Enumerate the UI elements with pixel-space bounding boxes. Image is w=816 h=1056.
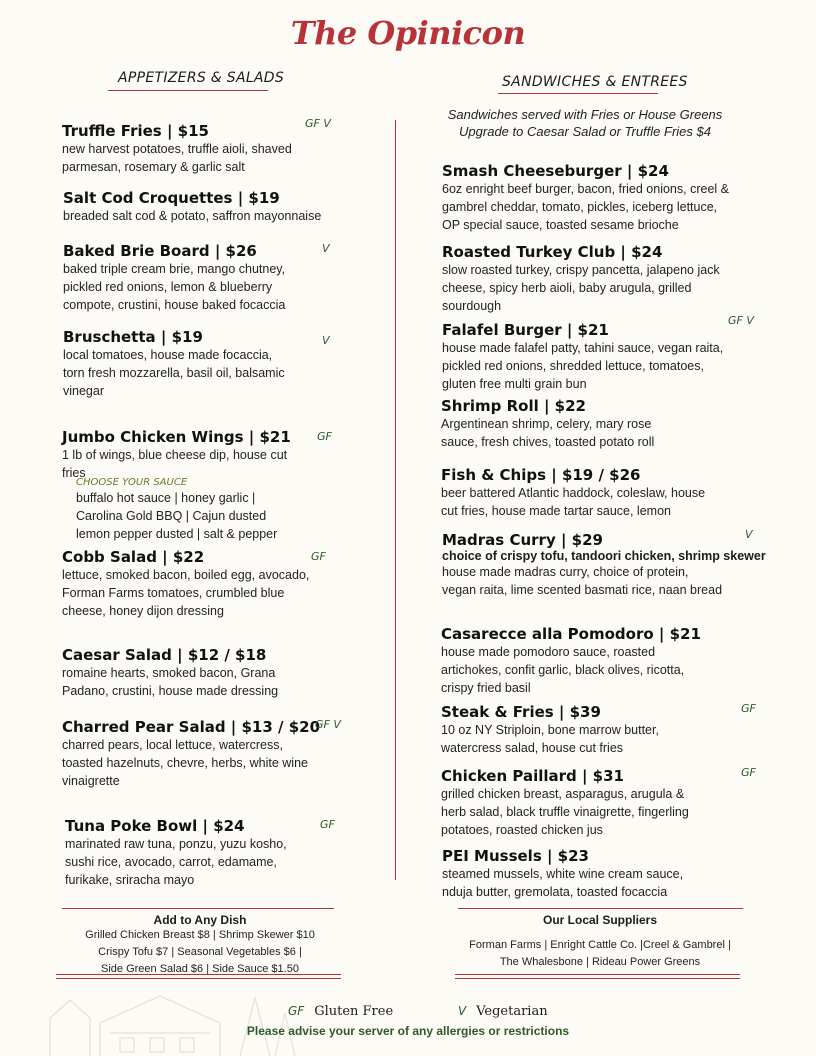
box-bottom-rule (455, 974, 740, 979)
allergy-notice: Please advise your server of any allergies or restrictions (246, 1024, 570, 1038)
menu-item (65, 817, 395, 889)
sauce-options: buffalo hot sauce | honey garlic | Carolina Gold BBQ | Cajun dusted lemon pepper dusted | salt & pepper (76, 491, 278, 541)
menu-item (63, 328, 393, 400)
item-description: Argentinean shrimp, celery, mary rose sauce, fresh chives, toasted potato roll (441, 417, 655, 449)
item-description: 6oz enright beef burger, bacon, fried onions, creel & gambrel cheddar, tomato, pickles, iceberg lettuce, OP special sauce, toasted sesame brioche (442, 182, 729, 232)
menu-item (63, 189, 393, 225)
item-description: new harvest potatoes, truffle aioli, shaved parmesan, rosemary & garlic salt (62, 142, 292, 174)
menu-item (441, 767, 781, 839)
sandwich-note: Sandwiches served with Fries or House Greens Upgrade to Caesar Salad or Truffle Fries $4 (447, 107, 723, 139)
item-description: 1 lb of wings, blue cheese dip, house cut fries (62, 448, 288, 480)
item-name: Fish & Chips | $19 / $26 (441, 466, 641, 484)
section-underline (108, 90, 268, 91)
section-title-entrees: SANDWICHES & ENTREES (502, 74, 688, 90)
item-description: romaine hearts, smoked bacon, Grana Padano, crustini, house made dressing (62, 666, 279, 698)
diet-tags: GF V (728, 314, 754, 327)
item-name: Madras Curry | $29 (442, 531, 603, 549)
suppliers-title: Our Local Suppliers (542, 913, 658, 927)
legend-vegetarian: V Vegetarian (458, 1004, 548, 1019)
item-name: Tuna Poke Bowl | $24 (65, 817, 245, 835)
logo: The Opinicon (290, 14, 526, 52)
item-name: Shrimp Roll | $22 (441, 397, 586, 415)
diet-tags: GF (741, 702, 756, 715)
item-description: baked triple cream brie, mango chutney, pickled red onions, lemon & blueberry compote, crustini, house baked focaccia (63, 262, 286, 312)
item-protein-choice: choice of crispy tofu, tandoori chicken, shrimp skewer (442, 549, 766, 563)
item-description: charred pears, local lettuce, watercress, toasted hazelnuts, chevre, herbs, white wine vinaigrette (62, 738, 308, 788)
item-description: house made pomodoro sauce, roasted artichokes, confit garlic, black olives, ricotta, crispy fried basil (441, 645, 685, 695)
diet-tags: GF V (305, 117, 331, 130)
add-ons-box (55, 913, 345, 978)
item-name: Chicken Paillard | $31 (441, 767, 624, 785)
menu-item (442, 321, 782, 393)
item-name: Steak & Fries | $39 (441, 703, 601, 721)
section-underline (498, 93, 658, 94)
menu-item (442, 531, 792, 599)
item-name: PEI Mussels | $23 (442, 847, 589, 865)
item-name: Baked Brie Board | $26 (63, 242, 257, 260)
item-description: steamed mussels, white wine cream sauce, nduja butter, gremolata, toasted focaccia (442, 867, 684, 899)
item-description: breaded salt cod & potato, saffron mayonnaise (63, 209, 322, 223)
suppliers-list: Forman Farms | Enright Cattle Co. |Creel & Gambrel | The Whalesbone | Rideau Power Greens (469, 939, 731, 968)
menu-item (441, 397, 781, 451)
item-description: grilled chicken breast, asparagus, arugula & herb salad, black truffle vinaigrette, fingerling potatoes, roasted chicken jus (441, 787, 689, 837)
menu-item (442, 243, 782, 315)
sauce-choice-label: CHOOSE YOUR SAUCE (76, 477, 188, 488)
item-description: lettuce, smoked bacon, boiled egg, avocado, Forman Farms tomatoes, crumbled blue cheese, honey dijon dressing (62, 568, 310, 618)
menu-item (441, 466, 781, 520)
column-divider (395, 120, 396, 880)
diet-tags: GF (311, 550, 326, 563)
box-top-rule (62, 908, 334, 909)
item-description: 10 oz NY Striploin, bone marrow butter, watercress salad, house cut fries (441, 723, 659, 755)
diet-tags: GF V (315, 718, 341, 731)
item-name: Cobb Salad | $22 (62, 548, 205, 566)
menu-item (441, 625, 781, 697)
menu-item (62, 718, 392, 790)
legend-gluten-free: GF Gluten Free (288, 1004, 394, 1019)
suppliers-box (440, 913, 760, 971)
diet-tags: V (745, 528, 753, 541)
add-ons-list: Grilled Chicken Breast $8 | Shrimp Skewer $10 Crispy Tofu $7 | Seasonal Vegetables $6 | Side Green Salad $6 | Side Sauce $1.50 (85, 929, 315, 975)
diet-tags: V (322, 242, 330, 255)
v-mark: V (458, 1004, 467, 1018)
item-name: Roasted Turkey Club | $24 (442, 243, 663, 261)
item-name: Jumbo Chicken Wings | $21 (62, 428, 291, 446)
item-name: Salt Cod Croquettes | $19 (63, 189, 280, 207)
menu-item (62, 548, 392, 620)
item-description: marinated raw tuna, ponzu, yuzu kosho, sushi rice, avocado, carrot, edamame, furikake, sriracha mayo (65, 837, 287, 887)
diet-tags: GF (741, 766, 756, 779)
item-description: local tomatoes, house made focaccia, torn fresh mozzarella, basil oil, balsamic vinegar (63, 348, 285, 398)
item-name: Bruschetta | $19 (63, 328, 203, 346)
item-name: Casarecce alla Pomodoro | $21 (441, 625, 701, 643)
item-name: Truffle Fries | $15 (62, 122, 209, 140)
item-name: Falafel Burger | $21 (442, 321, 609, 339)
diet-tags: V (322, 334, 330, 347)
item-name: Charred Pear Salad | $13 / $20 (62, 718, 321, 736)
item-name: Smash Cheeseburger | $24 (442, 162, 669, 180)
box-top-rule (458, 908, 743, 909)
item-description: house made madras curry, choice of protein, vegan raita, lime scented basmati rice, naan bread (442, 565, 723, 597)
menu-item (62, 122, 392, 176)
add-ons-title: Add to Any Dish (153, 913, 247, 927)
menu-item (62, 646, 392, 700)
menu-item (441, 703, 781, 757)
section-title-appetizers: APPETIZERS & SALADS (118, 70, 285, 86)
menu-item (62, 428, 392, 482)
item-name: Caesar Salad | $12 / $18 (62, 646, 267, 664)
diet-tags: GF (320, 818, 335, 831)
lodge-sketch-icon (40, 978, 300, 1056)
diet-tags: GF (317, 430, 332, 443)
menu-item (442, 847, 782, 901)
item-description: slow roasted turkey, crispy pancetta, jalapeno jack cheese, spicy herb aioli, baby arugula, grilled sourdough (442, 263, 720, 313)
gf-mark: GF (288, 1004, 305, 1018)
item-description: house made falafel patty, tahini sauce, vegan raita, pickled red onions, shredded lettuce, tomatoes, gluten free multi grain bun (442, 341, 724, 391)
item-description: beer battered Atlantic haddock, coleslaw, house cut fries, house made tartar sauce, lemon (441, 486, 706, 518)
menu-item (63, 242, 393, 314)
menu-item (442, 162, 782, 234)
